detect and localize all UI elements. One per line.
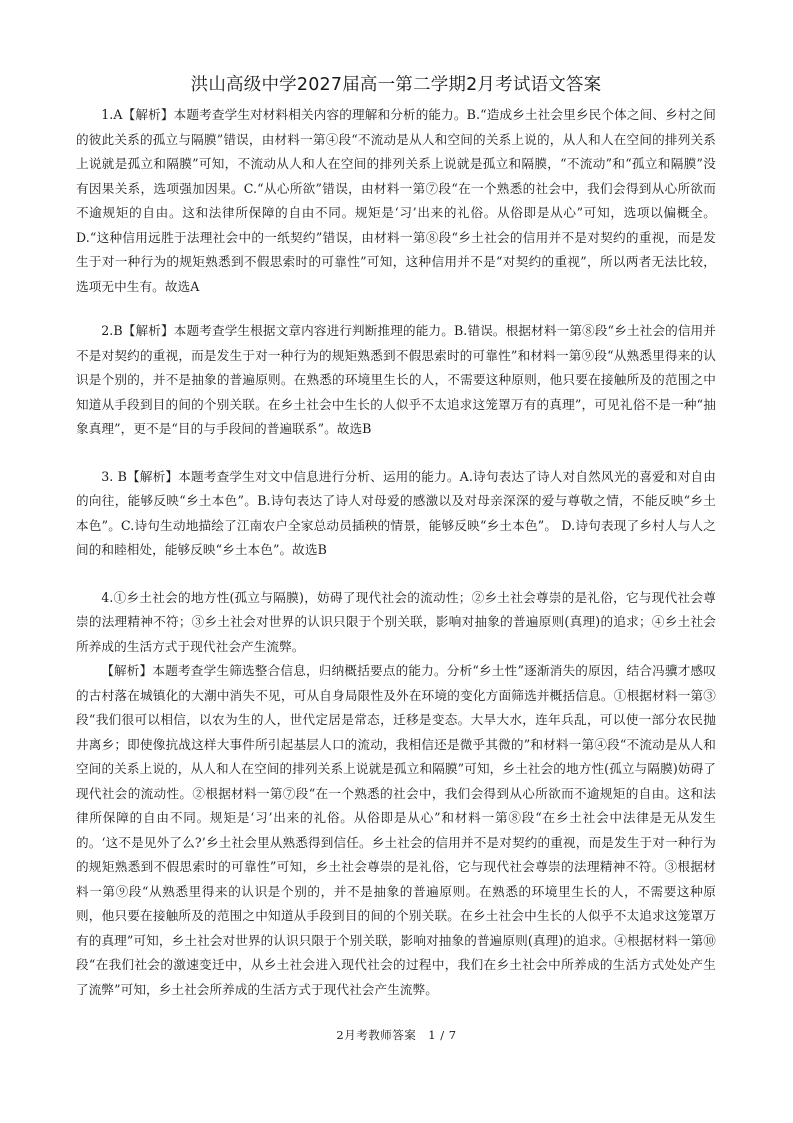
document-title: 洪山高级中学2027届高一第二学期2月考试语文答案 [190, 75, 602, 95]
answer-4: 4.①乡土社会的地方性(孤立与隔膜)，妨碍了现代社会的流动性；②乡土社会尊崇的是礼俗，它与现代社会尊崇的法理精神不符；③乡土社会对世界的认识只限于个别关联，影响对抽象的普遍原则(真理)的追求；④乡土社会所养成的生活方式于现代社会产生流弊。 [76, 589, 716, 654]
answer-1: 1.A【解析】本题考查学生对材料相关内容的理解和分析的能力。B.“造成乡土社会里乡民个体之间、乡村之间的彼此关系的孤立与隔膜”错误，由材料一第④段“不流动是从人和空间的关系上说的，从人和人在空间的排列关系上说就是孤立和隔膜”可知，不流动从人和人在空间的排列关系上说就是孤立和隔膜，“不流动”和“孤立和隔膜”没有因果关系，选项强加因果。C.“从心所欲”错误，由材料一第⑦段“在一个熟悉的社会中，我们会得到从心所欲而不逾规矩的自由。这和法律所保障的自由不同。规矩是‘习’出来的礼俗。从俗即是从心”可知，选项以偏概全。D.“这种信用远胜于法理社会中的一纸契约”错误，由材料一第⑧段“乡土社会的信用并不是对契约的重视，而是发生于对一种行为的规矩熟悉到不假思索时的可靠性”可知，这种信用并不是“对契约的重视”，所以两者无法比较，选项无中生有。故选A [76, 107, 716, 294]
answer-3: 3. B【解析】本题考查学生对文中信息进行分析、运用的能力。A.诗句表达了诗人对自然风光的喜爱和对自由的向往，能够反映“乡土本色”。B.诗句表达了诗人对母爱的感激以及对母亲深深的爱与尊敬之情，不能反映“乡土本色”。C.诗句生动地描绘了江南农户全家总动员插秧的情景，能够反映“乡土本色”。 D.诗句表现了乡村人与人之间的和睦相处，能够反映“乡土本色”。故选B [76, 468, 716, 557]
answer-sheet-page [76, 72, 716, 1002]
answer-2: 2.B【解析】本题考查学生根据文章内容进行判断推理的能力。B.错误。根据材料一第⑧段“乡土社会的信用并不是对契约的重视，而是发生于对一种行为的规矩熟悉到不假思索时的可靠性”和材料一第⑨段“从熟悉里得来的认识是个别的，并不是抽象的普遍原则。在熟悉的环境里生长的人，不需要这种原则，他只要在接触所及的范围之中知道从手段到目的间的个别关联。在乡土社会中生长的人似乎不太追求这笼罩万有的真理”，可见礼俗不是一种“抽象真理”，更不是“目的与手段间的普遍联系”。故选B [76, 323, 716, 436]
answer-4-analysis: 【解析】本题考查学生筛选整合信息，归纳概括要点的能力。分析“乡土性”逐渐消失的原因，结合冯骥才感叹的古村落在城镇化的大潮中消失不见，可从自身局限性及外在环境的变化方面筛选并概括信息。①根据材料一第③段“我们很可以相信，以农为生的人，世代定居是常态，迁移是变态。大旱大水，连年兵乱，可以使一部分农民抛井离乡；即使像抗战这样大事件所引起基层人口的流动，我相信还是微乎其微的”和材料一第④段“不流动是从人和空间的关系上说的，从人和人在空间的排列关系上说就是孤立和隔膜”可知，乡土社会的地方性(孤立与隔膜)妨碍了现代社会的流动性。②根据材料一第⑦段“在一个熟悉的社会中，我们会得到从心所欲而不逾规矩的自由。这和法律所保障的自由不同。规矩是‘习’出来的礼俗。从俗即是从心”和材料一第⑧段“在乡土社会中法律是无从发生的。‘这不是见外了么?’乡土社会里从熟悉得到信任。乡土社会的信用并不是对契约的重视，而是发生于对一种行为的规矩熟悉到不假思索时的可靠性”可知，乡土社会尊崇的是礼俗，它与现代社会尊崇的法理精神不符。③根据材料一第⑨段“从熟悉里得来的认识是个别的，并不是抽象的普遍原则。在熟悉的环境里生长的人，不需要这种原则，他只要在接触所及的范围之中知道从手段到目的间的个别关联。在乡土社会中生长的人似乎不太追求这笼罩万有的真理”可知，乡土社会对世界的认识只限于个别关联，影响对抽象的普遍原则(真理)的追求。④根据材料一第⑩段“在我们社会的激速变迁中，从乡土社会进入现代社会的过程中，我们在乡土社会中所养成的生活方式处处产生了流弊”可知，乡土社会所养成的生活方式于现代社会产生流弊。 [76, 663, 716, 997]
spacer [76, 563, 716, 586]
page-footer: 2月考教师答案 1 / 7 [336, 1028, 457, 1042]
spacer [76, 442, 716, 465]
spacer [76, 299, 716, 319]
